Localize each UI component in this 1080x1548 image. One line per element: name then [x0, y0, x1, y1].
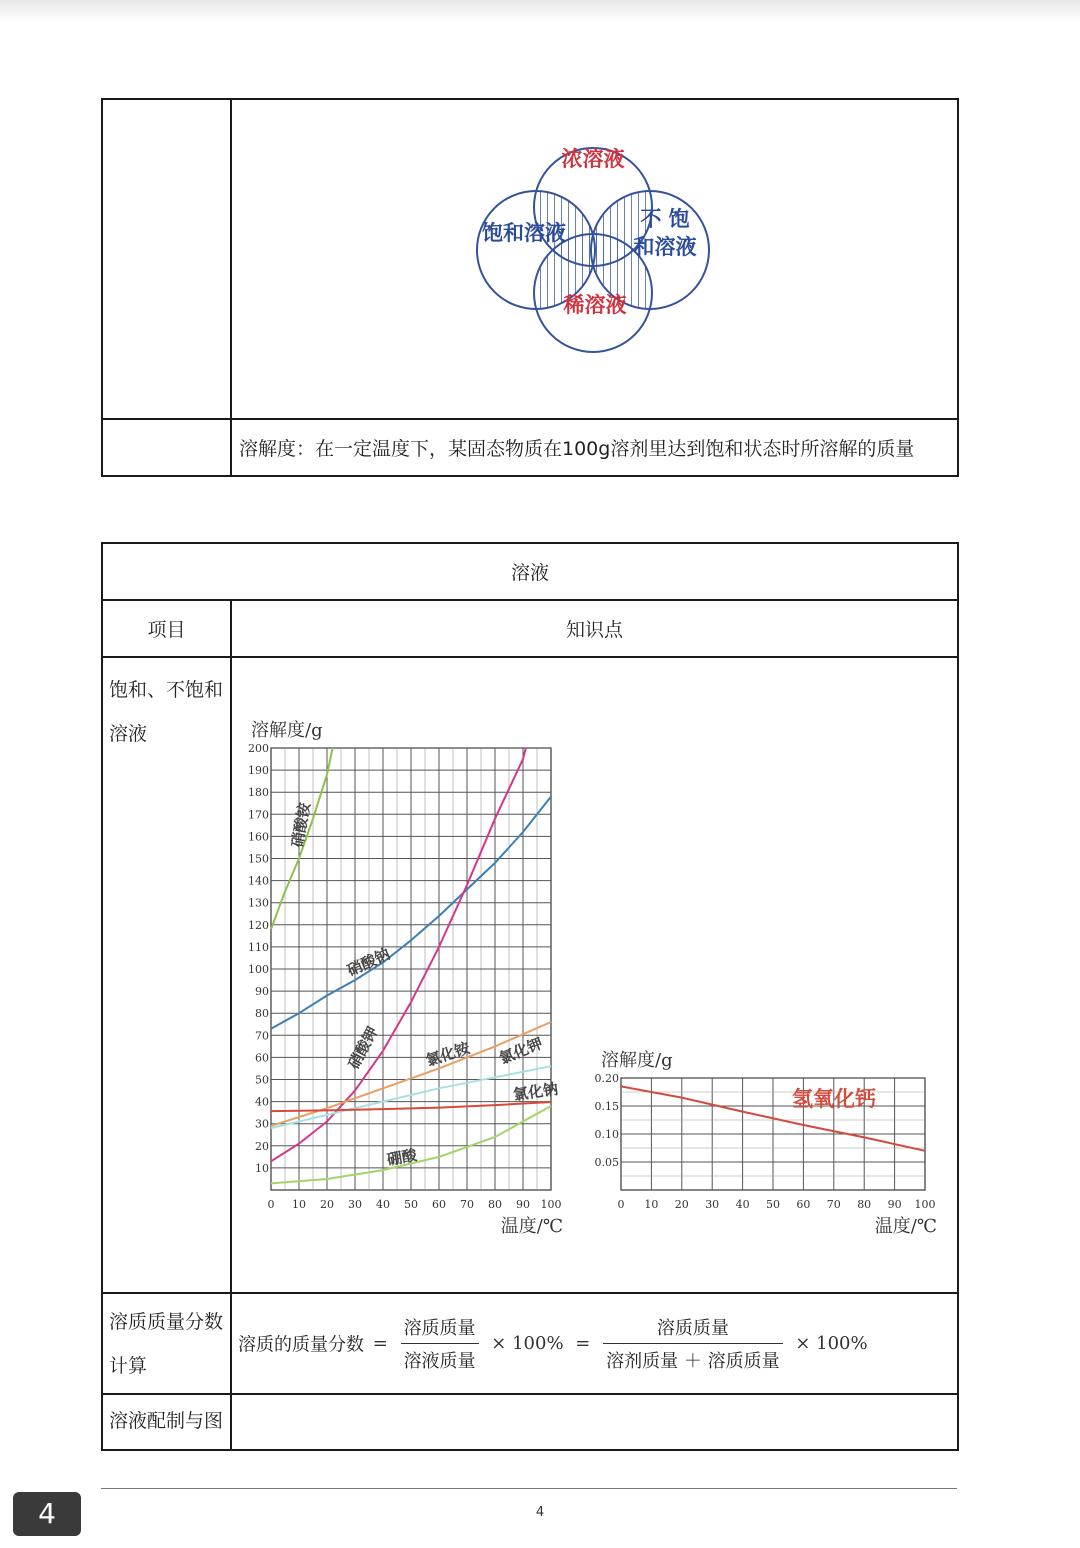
chart-left-ytick: 40 — [255, 1095, 269, 1109]
chart-left-xtick: 80 — [488, 1198, 502, 1211]
chart-left-ytick: 80 — [255, 1007, 269, 1021]
formula-times1: × 100% — [491, 1333, 564, 1354]
chart-left-ytick: 90 — [255, 985, 269, 999]
chart-right-xtick: 10 — [644, 1198, 659, 1211]
row-preparation-content — [231, 1394, 958, 1450]
chart-right-ytick: 0.05 — [594, 1156, 619, 1169]
fraction-2-denominator: 溶剂质量 ＋ 溶质质量 — [606, 1351, 780, 1372]
table-continuation — [101, 98, 959, 477]
chart-left-ytick: 110 — [248, 940, 269, 954]
chart-left-ytick: 130 — [248, 896, 269, 910]
formula-times2: × 100% — [795, 1333, 868, 1354]
chart-right-xtick: 50 — [766, 1198, 780, 1211]
chart-left-ytick: 150 — [248, 852, 269, 866]
series-label: 氯化钠 — [512, 1079, 560, 1104]
formula-eq2: = — [575, 1333, 591, 1354]
label-saturated: 饱和溶液 — [482, 220, 566, 245]
top-shade — [0, 0, 1080, 22]
fraction-1 — [401, 1314, 479, 1373]
chart-right-xtick: 30 — [705, 1198, 720, 1211]
charts-cell — [231, 657, 958, 1293]
formula-eq1: = — [372, 1333, 388, 1354]
empty-label-cell — [102, 99, 231, 419]
row-saturated-label-1: 饱和、不饱和 — [109, 679, 224, 701]
chart-left-ytick: 50 — [255, 1073, 269, 1087]
chart-right-xtick: 40 — [735, 1198, 750, 1211]
chart-left-xtick: 70 — [460, 1198, 474, 1211]
header-item: 项目 — [102, 600, 231, 657]
chart-right-ytick: 0.10 — [594, 1128, 619, 1141]
series-label: 硝酸铵 — [288, 801, 314, 849]
page-number: 4 — [535, 1505, 545, 1520]
fraction-2 — [603, 1314, 782, 1373]
chart-left-xlabel: 温度/℃ — [500, 1216, 563, 1237]
chart-left-ytick: 10 — [255, 1161, 269, 1175]
chart-left-ytick: 60 — [255, 1051, 269, 1065]
formula-lhs: 溶质的质量分数 — [238, 1334, 364, 1356]
chart-left-xtick: 50 — [404, 1198, 418, 1211]
series-label: 氯化钾 — [496, 1034, 546, 1068]
solubility-charts — [232, 658, 957, 1288]
chart-right-xtick: 80 — [857, 1198, 872, 1211]
chart-left-ytick: 20 — [255, 1139, 269, 1153]
fraction-1-numerator: 溶质质量 — [401, 1314, 479, 1344]
chart-right-xlabel: 温度/℃ — [874, 1216, 937, 1237]
chart-left-xtick: 20 — [320, 1198, 334, 1211]
fraction-1-denominator: 溶液质量 — [403, 1351, 476, 1372]
chart-left-xtick: 60 — [432, 1198, 446, 1211]
label-concentrated: 浓溶液 — [561, 146, 625, 171]
chart-left-xtick: 0 — [267, 1198, 275, 1211]
chart-left-ytick: 30 — [255, 1117, 269, 1131]
chart-left-ylabel: 溶解度/g — [251, 720, 323, 741]
chart-left-xtick: 10 — [292, 1198, 306, 1211]
chart-left-xtick: 40 — [376, 1198, 390, 1211]
empty-label-cell-2 — [102, 419, 231, 476]
chart-left-ytick: 120 — [248, 918, 269, 932]
series-label: 氢氧化钙 — [792, 1086, 876, 1111]
fraction-2-numerator: 溶质质量 — [603, 1314, 782, 1344]
chart-left-xtick: 30 — [348, 1198, 362, 1211]
series-label: 硼酸 — [385, 1146, 419, 1169]
series-label: 氯化铵 — [423, 1038, 473, 1070]
label-unsaturated-1: 不 饱 — [640, 206, 690, 231]
chart-left-xtick: 100 — [540, 1198, 562, 1211]
chart-right-xtick: 70 — [826, 1198, 841, 1211]
chart-left-ytick: 180 — [248, 786, 269, 800]
chart-left-ytick: 200 — [248, 742, 269, 755]
chart-right-ytick: 0.15 — [594, 1100, 619, 1113]
venn-cell — [231, 99, 958, 419]
chart-left-ytick: 70 — [255, 1029, 269, 1043]
table-title: 溶液 — [102, 543, 958, 600]
row-fraction-label-2: 计算 — [109, 1355, 148, 1377]
table-solution — [101, 542, 959, 1451]
row-fraction-label — [102, 1293, 231, 1394]
page-badge: 4 — [13, 1492, 81, 1536]
label-unsaturated-2: 和溶液 — [633, 234, 697, 259]
chart-left-ytick: 160 — [248, 830, 269, 844]
formula-cell — [231, 1293, 958, 1394]
chart-right-xtick: 20 — [674, 1198, 689, 1211]
row-saturated-label — [102, 657, 231, 1293]
row-preparation-label: 溶液配制与图 — [102, 1394, 231, 1450]
row-saturated-label-2: 溶液 — [109, 723, 148, 745]
chart-left-ytick: 140 — [248, 874, 269, 888]
chart-right-xtick: 100 — [914, 1198, 936, 1211]
chart-right-xtick: 90 — [887, 1198, 902, 1211]
chart-left-ytick: 170 — [248, 808, 269, 822]
solubility-definition: 溶解度：在一定温度下，某固态物质在100g溶剂里达到饱和状态时所溶解的质量 — [231, 419, 958, 476]
chart-right-xtick: 0 — [617, 1198, 625, 1211]
row-fraction-label-1: 溶质质量分数 — [109, 1311, 224, 1333]
chart-right-ylabel: 溶解度/g — [601, 1050, 673, 1071]
venn-diagram — [232, 100, 957, 414]
chart-left-xtick: 90 — [516, 1198, 530, 1211]
header-knowledge: 知识点 — [231, 600, 958, 657]
chart-right-xtick: 60 — [796, 1198, 811, 1211]
series-label: 硝酸钾 — [344, 1023, 382, 1072]
chart-right-ytick: 0.20 — [594, 1072, 619, 1085]
chart-left-ytick: 190 — [248, 764, 269, 778]
label-dilute: 稀溶液 — [563, 292, 627, 317]
chart-left-ytick: 100 — [248, 963, 269, 976]
footer-divider — [101, 1488, 957, 1489]
series-label: 硝酸钠 — [344, 944, 393, 980]
